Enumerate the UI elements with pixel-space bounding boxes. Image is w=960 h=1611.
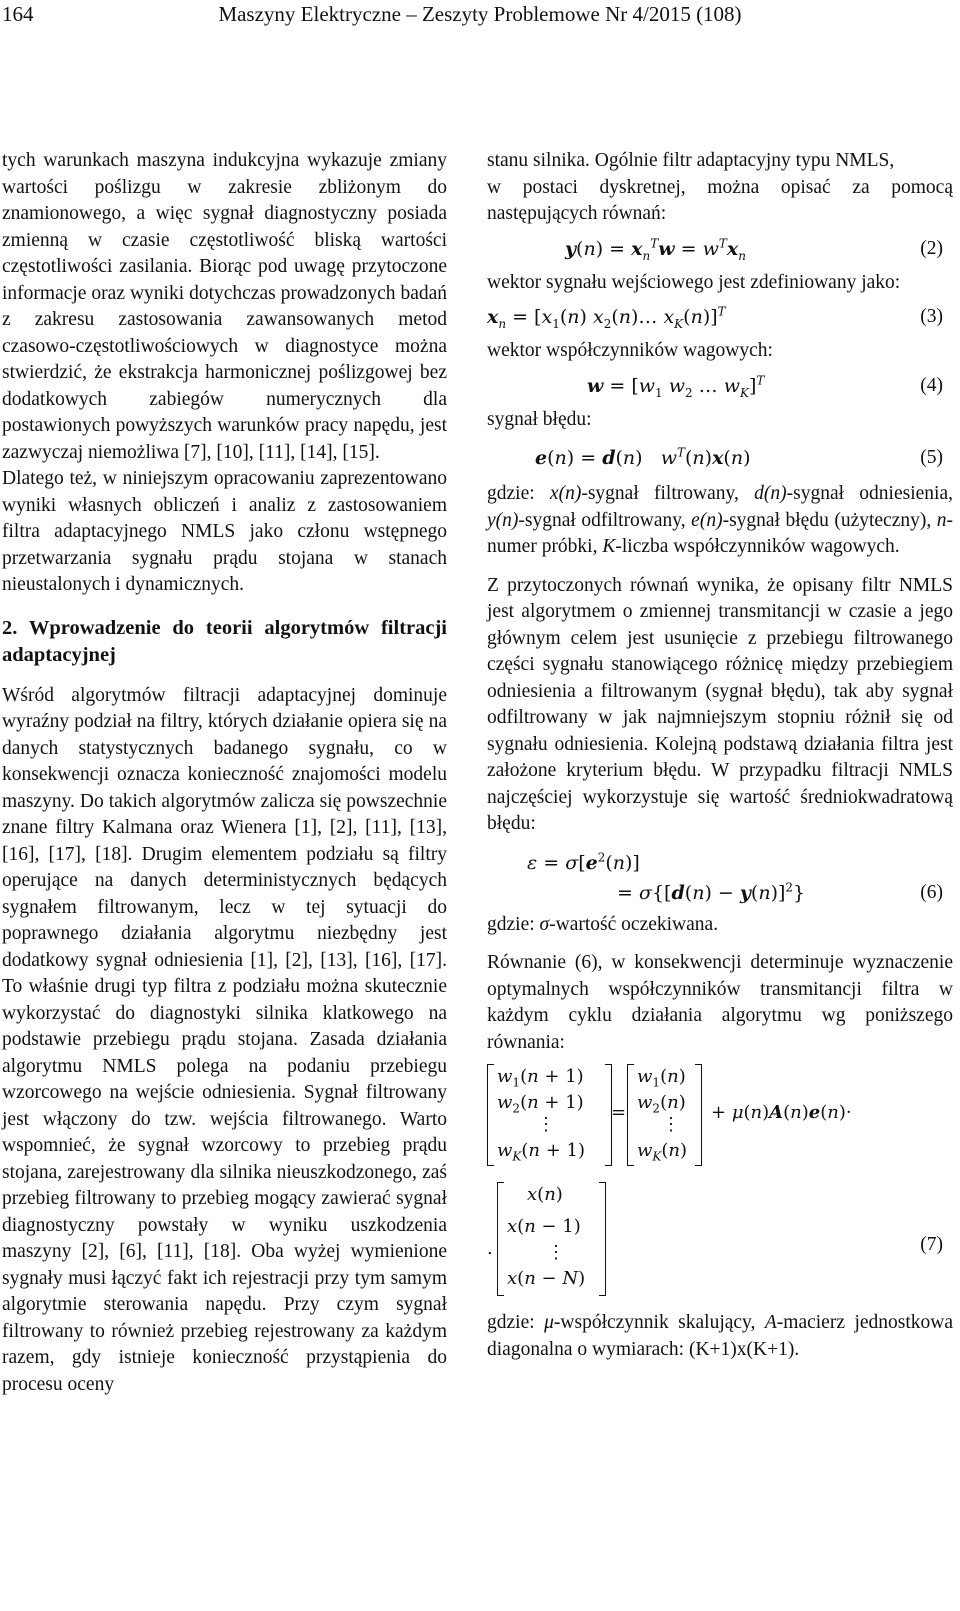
page-header (0, 0, 960, 44)
paragraph: stanu silnika. Ogólnie filtr adaptacyjny typu NMLS, (487, 150, 895, 171)
equation-4: $w = [w_1$ $w_2$ … $w_K]^T$ (4) (587, 373, 943, 400)
page-number: 164 (2, 2, 34, 26)
paragraph: Równanie (6), w konsekwencji determinuje wyznaczenie optymalnych współczynników transmitancji filtra w każdym cyklu działania algorytmu wg poniższego równania: (487, 952, 953, 1053)
equation-3: $x_n = [x_1(n)$ $x_2(n)\dots$ $x_K(n)]^T$ (3) (487, 304, 943, 331)
equation-7: $w_1(n + 1)$ $w_2(n + 1)$ ⋮ $w_K(n + 1)$ $w_1(n)$ = $w_2(n)$ ⋮ $w_K(n)$ + μ(n)A(n)e(n)· . x(n) x(n − 1) ⋮ x(n − N) (7) (487, 1056, 953, 1304)
paragraph: wektor sygnału wejściowego jest zdefiniowany jako: (487, 271, 901, 293)
paragraph: Dlatego też, w niniejszym opracowaniu zaprezentowano wyniki własnych obliczeń i analiz z zastosowaniem filtra adaptacyjnego NMLS jako członu wstępnego przetwarzania sygnału prądu stojana w stanach nieustalonych i dynamicznych. (2, 468, 447, 595)
paragraph: wektor współczynników wagowych: (487, 340, 773, 361)
paragraph: gdzie: μ-współczynnik skalujący, A-macierz jednostkowa diagonalna o wymiarach: (K+1)x(K+1). (487, 1312, 954, 1360)
equation-6: $\varepsilon = \sigma[e^2(n)]$ = $\sigma\{[d(n) - y(n)]^2\}$ (6) (527, 850, 943, 904)
paragraph: w postaci dyskretnej, można opisać za pomocą następujących równań: (487, 176, 953, 224)
paragraph: gdzie: σ-wartość oczekiwana. (487, 913, 719, 935)
equation-5: e(n) = d(n) $w^T(n)x(n)$ (5) (535, 445, 943, 469)
left-column (2, 148, 447, 1398)
paragraph: gdzie: x(n)-sygnał filtrowany, d(n)-sygnał odniesienia, y(n)-sygnał odfiltrowany, e(n)-sygnał błędu (użyteczny), n-numer próbki, K-liczba współczynników wagowych. (487, 483, 953, 557)
equation-2: $y(n) = x_n^Tw = w^Tx_n$ (2) (565, 236, 943, 263)
paragraph: Z przytoczonych równań wynika, że opisany filtr NMLS jest algorytmem o zmiennej transmitancji w czasie a jego głównym celem jest usunięcie z przebiegu filtrowanego części sygnału stanowiącego różnicę między przebiegiem odniesienia a filtrowanym (sygnał błędu), tak aby sygnał odfiltrowany w jak najmniejszym stopniu różnił się od sygnału odniesienia. Kolejną podstawą działania filtra jest założone kryterium błędu. W przypadku filtracji NMLS najczęściej wykorzystuje się wartość średniokwadratową błędu: (487, 574, 953, 834)
journal-title: Maszyny Elektryczne – Zeszyty Problemowe Nr 4/2015 (108) (218, 2, 742, 26)
right-column (487, 148, 953, 1363)
section-heading: 2. Wprowadzenie do teorii algorytmów filtracji adaptacyjnej (2, 616, 447, 666)
paragraph: tych warunkach maszyna indukcyjna wykazuje zmiany wartości poślizgu w zakresie zbliżonym do znamionowego, a więc sygnał diagnostyczny posiada zmienną w czasie częstotliwość bliską wartości częstotliwości zasilania. Biorąc pod uwagę przytoczone informacje oraz wyniki dotychczas prowadzonych badań z zakresu zastosowania zawansowanych metod czasowo-częstotliwościowych w diagnostyce można stwierdzić, że ekstrakcja harmonicznej poślizgowej bez dodatkowych zabiegów numerycznych dla postawionych powyższych warunków pracy napędu, jest zazwyczaj niemożliwa [7], [10], [11], [14], [15]. (2, 150, 447, 463)
paragraph: sygnał błędu: (487, 408, 592, 430)
paragraph: Wśród algorytmów filtracji adaptacyjnej dominuje wyraźny podział na filtry, których działanie opiera się na danych statystycznych badanego sygnału, co w konsekwencji oznacza konieczność znajomości modelu maszyny. Do takich algorytmów zalicza się powszechnie znane filtry Kalmana oraz Wienera [1], [2], [11], [13], [16], [17], [18]. Drugim elementem podziału są filtry operujące na danych deterministycznych będących sygnałem filtrowanym, lecz w tej sytuacji do poprawnego działania algorytmu niezbędny jest dodatkowy sygnał odniesienia [1], [2], [13], [16], [17]. To właśnie drugi typ filtra z podziału można skutecznie wykorzystać do diagnostyki silnika klatkowego na podstawie przebiegu prądu stojana. Zasada działania algorytmu NMLS polega na podaniu przebiegu wzorcowego na wejście odniesienia. Sygnał filtrowany jest włączony do tzw. wejścia filtrowanego. Warto wspomnieć, że sygnał wzorcowy to przebieg prądu stojana, zarejestrowany dla silnika nieuszkodzonego, zaś przebieg filtrowany to przebieg mogący zawierać sygnał diagnostyczny powstały w wyniku uszkodzenia maszyny [2], [6], [11], [18]. Oba wyżej wymienione sygnały musi łączyć fakt ich rejestracji przy tym samym algorytmie sterowania napędu. Przy czym sygnał filtrowany to również przebieg rejestrowany za każdym razem, gdy istnieje konieczność przystąpienia do procesu oceny (2, 684, 447, 1395)
